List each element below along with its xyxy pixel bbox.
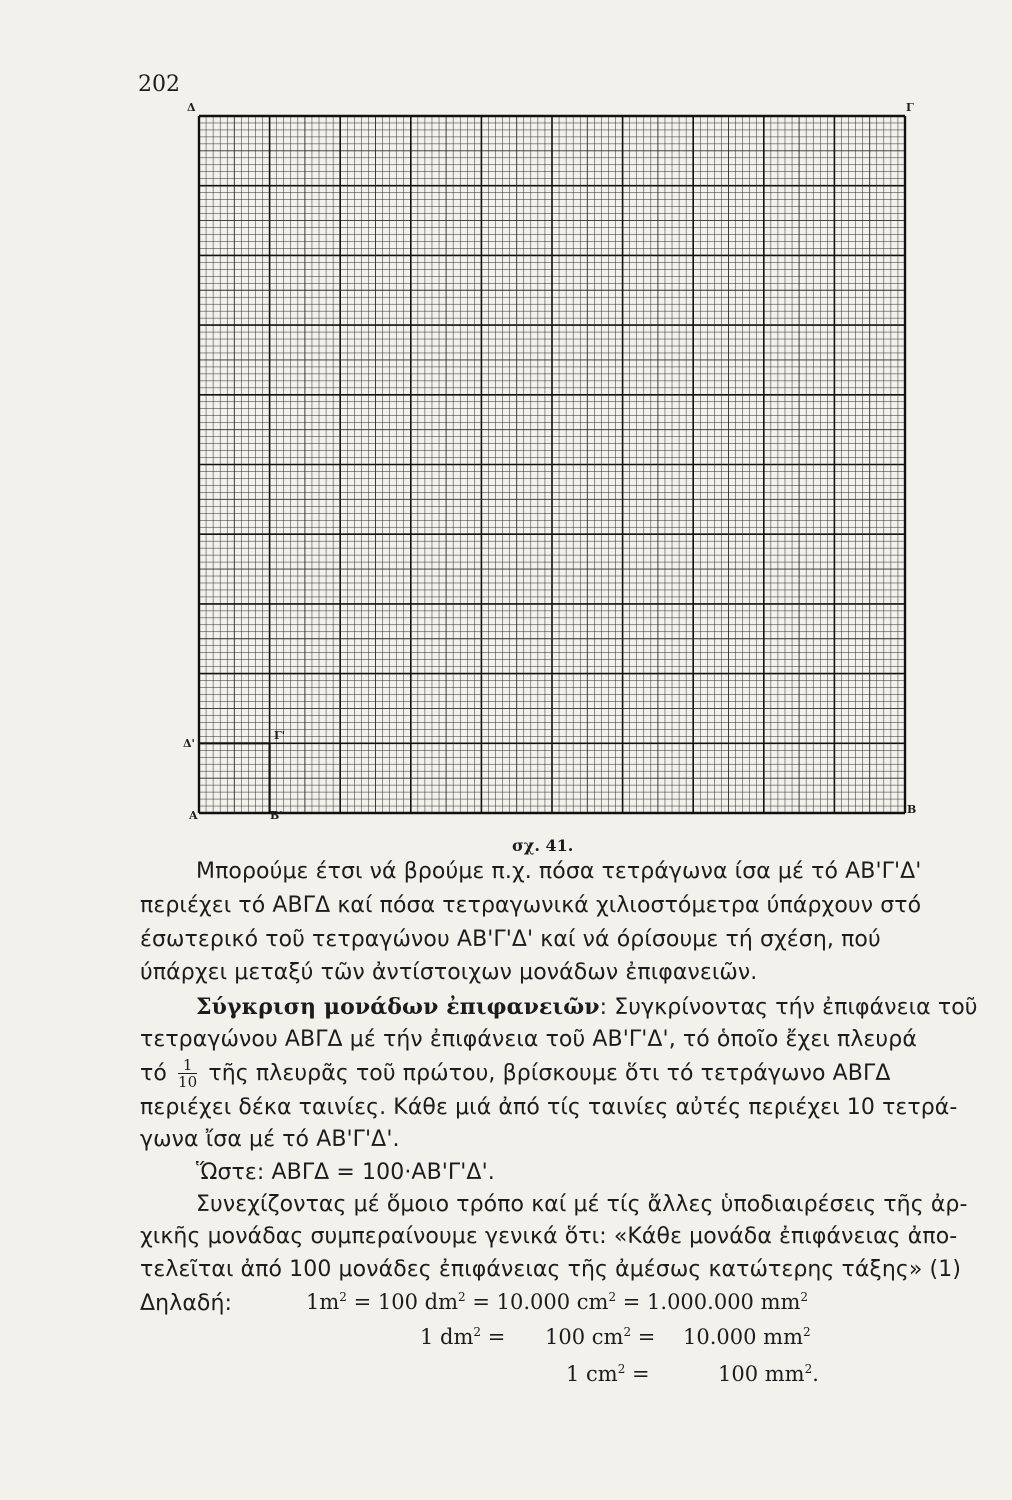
units-row-2-equals-2: =	[637, 1325, 656, 1349]
units-row-1-term-4: = 1.000.000 mm	[622, 1290, 801, 1314]
units-row-1: $1m^2 = 100$ $dm^2 = 10.000$ $cm^2 = 1.000.000$ $mm^2$	[306, 1290, 809, 1314]
paragraph-2-line-4: περιέχει δέκα ταινίες. Κάθε μιά ἀπό τίς ταινίες αὐτές περιέχει 10 τετρά-	[140, 1095, 958, 1120]
paragraph-2-line-1-rest: : Συγκρίνοντας τήν ἐπιφάνεια τοῦ	[599, 995, 978, 1020]
units-row-3-period: .	[812, 1362, 819, 1386]
fraction-denominator: 10	[178, 1073, 198, 1091]
paragraph-1-line-3: έσωτερικό τοῦ τετραγώνου ΑΒ'Γ'Δ' καί νά όρίσουμε τή σχέση, πού	[140, 927, 881, 952]
label-small-top-left: Δ'	[183, 737, 195, 750]
units-row-3-term-1: 1 cm	[566, 1362, 618, 1386]
paragraph-2-line-1	[196, 992, 1012, 1023]
units-row-2-end: 10.000 $mm^2$	[683, 1325, 811, 1349]
units-row-2-equals-1: =	[487, 1325, 506, 1349]
fraction-one-tenth	[178, 1058, 197, 1090]
units-row-2: 1 $dm^2$ =	[420, 1325, 506, 1349]
paragraph-1-line-1: Μπορούμε έτσι νά βρούμε π.χ. πόσα τετράγωνα ίσα μέ τό ΑΒ'Γ'Δ'	[196, 859, 922, 884]
paragraph-1-line-2: περιέχει τό ΑΒΓΔ καί πόσα τετραγωνικά χιλιοστόμετρα ύπάρχουν στό	[140, 893, 922, 918]
units-label: Δηλαδή:	[140, 1291, 233, 1316]
label-bottom-right: B	[907, 803, 917, 816]
units-row-3-equals: =	[632, 1362, 650, 1386]
label-top-right: Γ	[906, 101, 914, 114]
units-row-2-mid: 100 $cm^2$ =	[545, 1325, 656, 1349]
paragraph-4-line-3: τελεῖται ἀπό 100 μονάδες ἐπιφάνειας τῆς ἀμέσως κατώτερης τάξης» (1)	[140, 1257, 962, 1282]
paragraph-4-line-1: Συνεχίζοντας μέ ὅμοιο τρόπο καί μέ τίς ἄλλες ὑποδιαιρέσεις τῆς ἀρ-	[196, 1192, 968, 1217]
paragraph-2-line-2: τετραγώνου ΑΒΓΔ μέ τήν ἐπιφάνεια τοῦ ΑΒ'Γ'Δ', τό ὁποῖο ἔχει πλευρά	[140, 1027, 917, 1052]
units-row-2-term-3: 10.000 mm	[683, 1325, 803, 1349]
paragraph-2-line-5: γωνα ἴσα μέ τό ΑΒ'Γ'Δ'.	[140, 1127, 400, 1152]
label-bottom-left: A	[189, 809, 198, 822]
page-number: 202	[138, 72, 180, 97]
units-row-3-end: 100 $mm^2$.	[718, 1362, 819, 1386]
section-heading: Σύγκριση μονάδων ἐπιφανειῶν	[196, 994, 600, 1020]
paragraph-2-line-3	[140, 1058, 970, 1090]
fraction-numerator: 1	[182, 1056, 193, 1074]
units-row-2-term-2: 100 cm	[545, 1325, 624, 1349]
units-row-3: 1 $cm^2$ =	[566, 1362, 650, 1386]
units-row-3-term-2: 100 mm	[718, 1362, 805, 1386]
paragraph-1-line-4: ύπάρχει μεταξύ τῶν ἀντίστοιχων μονάδων ἐπιφανειῶν.	[140, 960, 758, 985]
figure-caption: σχ. 41.	[512, 836, 574, 855]
units-row-1-term-1: 1m	[306, 1290, 340, 1314]
label-small-bottom-right: B'	[270, 809, 283, 822]
paragraph-4-line-2: χικῆς μονάδας συμπεραίνουμε γενικά ὅτι: «Κάθε μονάδα ἐπιφάνειας ἀπο-	[140, 1224, 958, 1249]
paragraph-2-line-3-start: τό	[140, 1061, 167, 1086]
units-row-1-term-3: = 10.000 cm	[472, 1290, 609, 1314]
paragraph-3: Ὥστε: ΑΒΓΔ = 100·ΑΒ'Γ'Δ'.	[196, 1160, 495, 1185]
label-small-top-right: Γ'	[274, 729, 286, 742]
units-row-1-term-2: = 100 dm	[353, 1290, 458, 1314]
units-row-2-term-1: 1 dm	[420, 1325, 474, 1349]
label-top-left: Δ	[187, 101, 196, 114]
paragraph-2-line-3-end: τῆς πλευρᾶς τοῦ πρώτου, βρίσκουμε ὅτι τό τετράγωνο ΑΒΓΔ	[208, 1061, 891, 1086]
